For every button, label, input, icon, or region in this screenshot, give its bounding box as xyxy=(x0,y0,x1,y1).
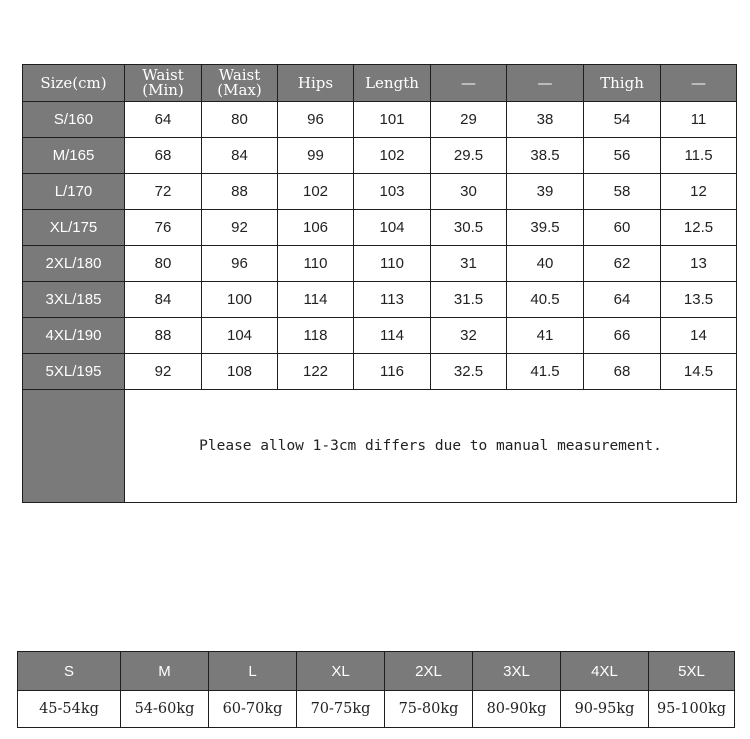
measurement-cell: 80 xyxy=(125,246,202,282)
measurement-cell: 58 xyxy=(584,174,661,210)
measurement-cell: 54 xyxy=(584,102,661,138)
measurement-cell: 122 xyxy=(278,354,354,390)
measurement-cell: 13 xyxy=(661,246,737,282)
measurement-cell: 102 xyxy=(278,174,354,210)
measurement-cell: 96 xyxy=(278,102,354,138)
header-thigh-label: Thigh xyxy=(600,73,644,92)
measurement-cell: 103 xyxy=(354,174,431,210)
weight-range-cell: 90-95kg xyxy=(561,691,649,728)
measurement-cell: 14.5 xyxy=(661,354,737,390)
header-blank-1-label: — xyxy=(461,73,476,92)
header-blank-2 xyxy=(507,65,584,102)
size-label-cell: XL/175 xyxy=(23,210,125,246)
measurement-cell: 100 xyxy=(202,282,278,318)
measurement-cell: 68 xyxy=(125,138,202,174)
measurement-cell: 104 xyxy=(354,210,431,246)
header-waist-max-line1: Waist xyxy=(218,66,261,84)
measurement-cell: 64 xyxy=(125,102,202,138)
measurement-cell: 40.5 xyxy=(507,282,584,318)
measurement-cell: 92 xyxy=(202,210,278,246)
size-label-cell: M/165 xyxy=(23,138,125,174)
measurement-cell: 116 xyxy=(354,354,431,390)
weight-range-cell: 60-70kg xyxy=(209,691,297,728)
weight-range-cell: 54-60kg xyxy=(121,691,209,728)
weight-size-cell: XL xyxy=(297,652,385,691)
table-row xyxy=(23,246,737,282)
header-blank-3-label: — xyxy=(691,73,706,92)
measurement-cell: 30.5 xyxy=(431,210,507,246)
measurement-cell: 32 xyxy=(431,318,507,354)
weight-chart-table xyxy=(17,651,735,728)
table-row xyxy=(23,102,737,138)
note-row xyxy=(23,390,737,503)
header-blank-2-label: — xyxy=(537,73,553,92)
measurement-cell: 96 xyxy=(202,246,278,282)
size-label-cell: 4XL/190 xyxy=(23,318,125,354)
weight-range-cell: 45-54kg xyxy=(18,691,121,728)
header-waist-min-line2: (Min) xyxy=(142,81,184,99)
measurement-cell: 32.5 xyxy=(431,354,507,390)
measurement-cell: 40 xyxy=(507,246,584,282)
size-label-cell: 2XL/180 xyxy=(23,246,125,282)
measurement-cell: 68 xyxy=(584,354,661,390)
measurement-cell: 110 xyxy=(354,246,431,282)
measurement-cell: 31 xyxy=(431,246,507,282)
weight-range-row xyxy=(18,691,735,728)
measurement-cell: 88 xyxy=(125,318,202,354)
measurement-cell: 12.5 xyxy=(661,210,737,246)
measurement-cell: 92 xyxy=(125,354,202,390)
measurement-cell: 30 xyxy=(431,174,507,210)
table-row xyxy=(23,210,737,246)
measurement-cell: 102 xyxy=(354,138,431,174)
size-chart-header-row xyxy=(23,65,737,102)
measurement-cell: 12 xyxy=(661,174,737,210)
header-waist-min xyxy=(125,65,202,102)
measurement-cell: 62 xyxy=(584,246,661,282)
header-blank-1 xyxy=(431,65,507,102)
measurement-cell: 113 xyxy=(354,282,431,318)
header-waist-min-line1: Waist xyxy=(142,66,184,84)
header-length xyxy=(354,65,431,102)
size-label-cell: 5XL/195 xyxy=(23,354,125,390)
header-waist-max xyxy=(202,65,278,102)
weight-size-cell: 4XL xyxy=(561,652,649,691)
weight-range-cell: 80-90kg xyxy=(473,691,561,728)
table-row xyxy=(23,318,737,354)
weight-size-cell: 2XL xyxy=(385,652,473,691)
measurement-cell: 118 xyxy=(278,318,354,354)
weight-range-cell: 95-100kg xyxy=(649,691,735,728)
measurement-cell: 39 xyxy=(507,174,584,210)
measurement-cell: 104 xyxy=(202,318,278,354)
weight-range-cell: 75-80kg xyxy=(385,691,473,728)
measurement-cell: 108 xyxy=(202,354,278,390)
measurement-cell: 38.5 xyxy=(507,138,584,174)
measurement-cell: 76 xyxy=(125,210,202,246)
measurement-cell: 84 xyxy=(202,138,278,174)
header-waist-max-line2: (Max) xyxy=(217,81,262,99)
weight-size-cell: M xyxy=(121,652,209,691)
measurement-cell: 56 xyxy=(584,138,661,174)
measurement-cell: 41 xyxy=(507,318,584,354)
measurement-cell: 64 xyxy=(584,282,661,318)
measurement-cell: 66 xyxy=(584,318,661,354)
measurement-cell: 106 xyxy=(278,210,354,246)
weight-size-cell: 3XL xyxy=(473,652,561,691)
table-row xyxy=(23,174,737,210)
note-row-side xyxy=(23,390,125,503)
measurement-cell: 72 xyxy=(125,174,202,210)
size-chart-table xyxy=(22,64,737,503)
measurement-cell: 11.5 xyxy=(661,138,737,174)
measurement-cell: 60 xyxy=(584,210,661,246)
measurement-cell: 101 xyxy=(354,102,431,138)
table-row xyxy=(23,138,737,174)
header-size xyxy=(23,65,125,102)
weight-size-cell: S xyxy=(18,652,121,691)
measurement-cell: 29.5 xyxy=(431,138,507,174)
measurement-cell: 13.5 xyxy=(661,282,737,318)
weight-size-row xyxy=(18,652,735,691)
measurement-cell: 11 xyxy=(661,102,737,138)
measurement-cell: 88 xyxy=(202,174,278,210)
size-label-cell: L/170 xyxy=(23,174,125,210)
size-label-cell: 3XL/185 xyxy=(23,282,125,318)
weight-size-cell: L xyxy=(209,652,297,691)
header-length-label: Length xyxy=(365,73,419,92)
header-blank-3 xyxy=(661,65,737,102)
header-hips-label: Hips xyxy=(297,73,334,92)
header-size-label: Size(cm) xyxy=(40,73,107,92)
size-label-cell: S/160 xyxy=(23,102,125,138)
measurement-cell: 80 xyxy=(202,102,278,138)
measurement-cell: 29 xyxy=(431,102,507,138)
weight-size-cell: 5XL xyxy=(649,652,735,691)
measurement-cell: 38 xyxy=(507,102,584,138)
measurement-note: Please allow 1-3cm differs due to manual measurement. xyxy=(125,390,737,503)
measurement-cell: 114 xyxy=(354,318,431,354)
measurement-cell: 84 xyxy=(125,282,202,318)
measurement-cell: 114 xyxy=(278,282,354,318)
header-thigh xyxy=(584,65,661,102)
table-row xyxy=(23,282,737,318)
measurement-cell: 99 xyxy=(278,138,354,174)
measurement-cell: 39.5 xyxy=(507,210,584,246)
table-row xyxy=(23,354,737,390)
measurement-cell: 110 xyxy=(278,246,354,282)
header-hips xyxy=(278,65,354,102)
weight-range-cell: 70-75kg xyxy=(297,691,385,728)
measurement-cell: 31.5 xyxy=(431,282,507,318)
measurement-cell: 14 xyxy=(661,318,737,354)
measurement-cell: 41.5 xyxy=(507,354,584,390)
